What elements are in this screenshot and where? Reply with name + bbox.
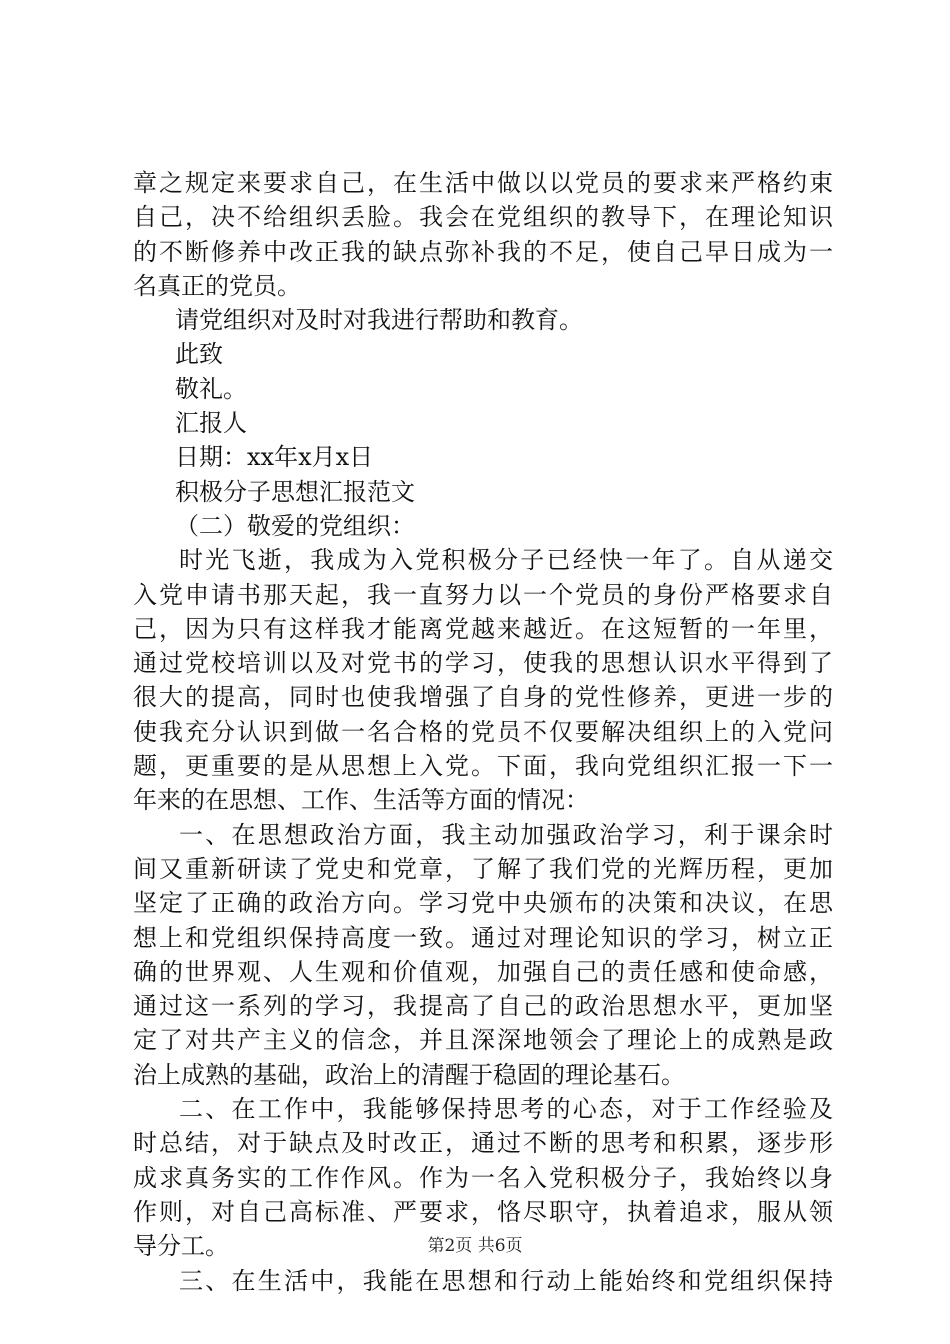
- paragraph-3: [133, 818, 833, 1092]
- paragraph-line: 坚定了正确的政治方向。学习党中央颁布的决策和决议，在思: [133, 889, 833, 918]
- paragraph-line: 成求真务实的工作作风。作为一名入党积极分子，我始终以身: [133, 1163, 833, 1192]
- paragraph-line: 通过这一系列的学习，我提高了自己的政治思想水平，更加坚: [133, 992, 833, 1021]
- section-title: 积极分子思想汇报范文: [175, 477, 415, 506]
- paragraph-line: 自己，决不给组织丢脸。我会在党组织的教导下，在理论知识: [133, 203, 833, 232]
- paragraph-line: 三、在生活中，我能在思想和行动上能始终和党组织保持: [179, 1266, 833, 1295]
- paragraph-2: [133, 543, 833, 817]
- paragraph-line: 己，因为只有这样我才能离党越来越近。在这短暂的一年里，: [133, 614, 833, 643]
- paragraph-5: [133, 1264, 833, 1298]
- paragraph-line: 作则，对自己高标准、严要求，恪尽职守，执着追求，服从领: [133, 1197, 833, 1226]
- date-line: 日期：xx年x月x日: [175, 443, 374, 472]
- paragraph-line: 一、在思想政治方面，我主动加强政治学习，利于课余时: [179, 820, 833, 849]
- document-body: [133, 166, 833, 1298]
- page-indicator: 第2页 共6页: [427, 1236, 523, 1256]
- paragraph-line: 章之规定来要求自己，在生活中做以以党员的要求来严格约束: [133, 169, 833, 197]
- paragraph-line: 二、在工作中，我能够保持思考的心态，对于工作经验及: [179, 1095, 833, 1124]
- paragraph-line: 确的世界观、人生观和价值观，加强自己的责任感和使命感，: [133, 957, 833, 986]
- paragraph-line: 间又重新研读了党史和党章，了解了我们党的光辉历程，更加: [133, 854, 833, 883]
- reporter-label: 汇报人: [175, 409, 247, 438]
- paragraph-line: 很大的提高，同时也使我增强了自身的党性修养，更进一步的: [133, 683, 833, 712]
- paragraph-line: 的不断修养中改正我的缺点弥补我的不足，使自己早日成为一: [133, 237, 833, 266]
- paragraph-line: 定了对共产主义的信念，并且深深地领会了理论上的成熟是政: [133, 1026, 833, 1055]
- paragraph-line: 通过党校培训以及对党书的学习，使我的思想认识水平得到了: [133, 649, 833, 678]
- paragraph-line: 名真正的党员。: [133, 271, 301, 300]
- paragraph-line: 题，更重要的是从思想上入党。下面，我向党组织汇报一下一: [133, 752, 833, 781]
- closing-salute: 此致: [175, 340, 223, 369]
- paragraph-1: [133, 166, 833, 303]
- paragraph-line: 入党申请书那天起，我一直努力以一个党员的身份严格要求自: [133, 580, 833, 609]
- paragraph-line: 治上成熟的基础，政治上的清醒于稳固的理论基石。: [133, 1060, 685, 1089]
- paragraph-line: 使我充分认识到做一名合格的党员不仅要解决组织上的入党问: [133, 717, 833, 746]
- section-heading: （二）敬爱的党组织：: [175, 511, 415, 540]
- paragraph-line: 时光飞逝，我成为入党积极分子已经快一年了。自从递交: [179, 546, 833, 575]
- paragraph-line: 导分工。: [133, 1232, 229, 1261]
- request-line: 请党组织对及时对我进行帮助和教育。: [175, 306, 583, 335]
- paragraph-line: 年来的在思想、工作、生活等方面的情况：: [133, 786, 589, 815]
- closing-respect: 敬礼。: [175, 374, 247, 403]
- paragraph-line: 想上和党组织保持高度一致。通过对理论知识的学习，树立正: [133, 923, 833, 952]
- paragraph-line: 时总结，对于缺点及时改正，通过不断的思考和积累，逐步形: [133, 1129, 833, 1158]
